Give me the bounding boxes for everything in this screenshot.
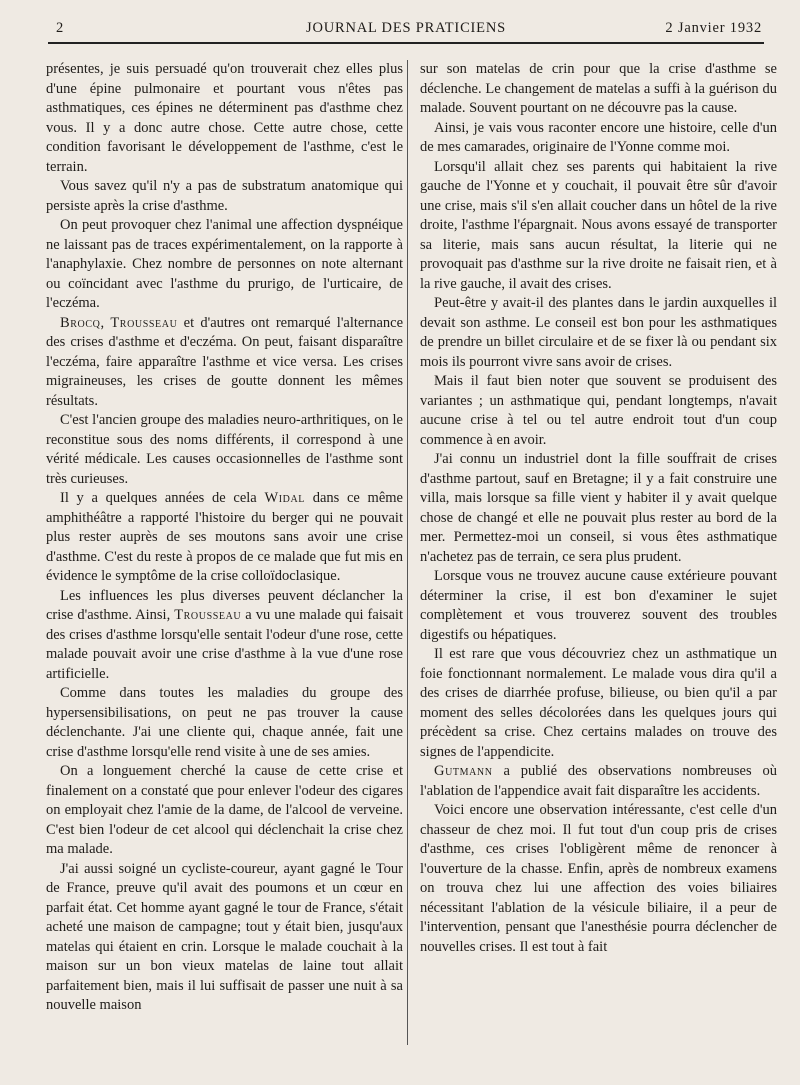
author-name: Trousseau (174, 607, 242, 623)
paragraph: Peut-être y avait-il des plantes dans le jardin auxquelles il devait son asthme. Le conseil est bon pour les asthmatiques de prendre un billet circulaire et de se fixer là ou pendant six mois ils pourront vivre sans avoir de crises. (420, 295, 777, 370)
paragraph: Ainsi, je vais vous raconter encore une histoire, celle d'un de mes camarades, originaire de l'Yonne comme moi. (420, 119, 777, 155)
column-divider (407, 60, 408, 1045)
paragraph: J'ai aussi soigné un cycliste-coureur, ayant gagné le Tour de France, preuve qu'il avait des poumons et un cœur en parfait état. Cet homme ayant gagné le tour de France, s'était acheté une maison de campagne; tout y était bien, jusqu'aux matelas qui étaient en crin. Lorsque le malade couchait à la maison sur un bon vieux matelas de laine tout allait parfaitement bien, mais il lui suffisait de passer une nuit à sa nouvelle maison (46, 860, 403, 1013)
paragraph: Voici encore une observation intéressante, c'est celle d'un chasseur de chez moi. Il fut tout d'un coup pris de crises d'asthme, ces crises l'obligèrent même de renoncer à l'ouverture de la chasse. Enfin, après de nombreux examens on trouva chez lui une affection des voies biliaires nécessitant l'ablation de la vésicule biliaire, il a peur de l'intervention, pensant que l'anesthésie pourra déclencher de nouvelles crises. Il est tout à fait (420, 802, 777, 955)
paragraph: Comme dans toutes les maladies du groupe des hypersensibilisations, on peut ne pas trouver la cause déclenchante. J'ai une cliente qui, chaque année, fait une crise d'asthme lorsqu'elle rend visite à une de ses amies. (46, 685, 403, 760)
paragraph: C'est l'ancien groupe des maladies neuro-arthritiques, on le reconstitue sous des noms différents, il correspond à une vérité médicale. Les causes occasionnelles de l'asthme sont très curieuses. (46, 412, 403, 487)
page-number: 2 (56, 20, 65, 36)
paragraph: Il y a quelques années de cela Widal dans ce même amphithéâtre a rapporté l'histoire du berger qui ne pouvait plus rester auprès de ses moutons sans avoir une crise d'asthme. C'est du reste à propos de ce malade que fut mis en évidence le symptôme de la crise colloïdoclasique. (46, 490, 403, 584)
paragraph: J'ai connu un industriel dont la fille souffrait de crises d'asthme partout, sauf en Bretagne; il y a fait construire une villa, mais lorsque sa fille vient y habiter il y avait quelque chose de changé et elle ne pouvait plus rester au bord de la mer. Permettez-moi un conseil, si vous êtes asthmatique n'achetez pas de terrain, ce sera plus prudent. (420, 451, 777, 565)
author-name: Widal (264, 490, 306, 506)
author-name: Brocq (60, 314, 101, 331)
paragraph: Lorsqu'il allait chez ses parents qui habitaient la rive gauche de l'Yonne et y couchait, il pouvait être sûr d'avoir une crise, mais s'il s'en allait coucher dans un hôtel de la rive droite, l'asthme l'épargnait. Nous avons essayé de transporter sa literie, mais sans aucun résultat, la literie qui ne provoquait pas d'asthme sur la rive droite ne faisait rien, et à la rive gauche, il avait des crises. (420, 158, 777, 292)
journal-title: JOURNAL DES PRATICIENS (306, 20, 506, 36)
author-name: Gutmann (434, 763, 493, 779)
paragraph: Brocq, Trousseau et d'autres ont remarqué l'alternance des crises d'asthme et d'eczéma. On peut, faisant disparaître l'eczéma, faire apparaître l'asthme et vice versa. Les crises migraineuses, les crises de goutte donnent les mêmes résultats. (46, 314, 404, 409)
paragraph: On a longuement cherché la cause de cette crise et finalement on a constaté que pour enlever l'odeur des cigares on employait chez l'amie de la dame, de l'alcool de verveine. C'est bien l'odeur de cet alcool qui déclenchait la crise chez ma malade. (46, 763, 403, 857)
issue-date: 2 Janvier 1932 (665, 20, 762, 36)
paragraph: sur son matelas de crin pour que la crise d'asthme se déclenche. Le changement de matelas a suffi à la guérison du malade. Souvent pourtant on ne découvre pas la cause. (420, 61, 777, 116)
paragraph: Vous savez qu'il n'y a pas de substratum anatomique qui persiste après la crise d'asthme. (46, 178, 403, 214)
paragraph: Les influences les plus diverses peuvent déclancher la crise d'asthme. Ainsi, Trousseau a vu une malade qui faisait des crises d'asthme lorsqu'elle sentait l'odeur d'une rose, cette malade pouvait avoir une crise d'asthme à la vue d'une rose artificielle. (46, 587, 403, 682)
left-column (46, 60, 403, 1016)
paragraph: Gutmann a publié des observations nombreuses où l'ablation de l'appendice avait fait disparaître les accidents. (420, 763, 777, 799)
right-column (420, 60, 777, 957)
paragraph: présentes, je suis persuadé qu'on trouverait chez elles plus d'une épine pulmonaire et pourtant vous n'êtes pas asthmatiques, ces épines ne déterminent pas d'asthme chez vous. Il y a donc autre chose. Cette autre chose, cette condition favorisant le développement de l'asthme, c'est le terrain. (46, 61, 403, 175)
author-name: Trousseau (110, 314, 178, 331)
paragraph: On peut provoquer chez l'animal une affection dyspnéique ne laissant pas de traces expérimentalement, on la rapporte à l'anaphylaxie. Chez nombre de personnes on note alternant ou coïncidant avec l'asthme du prurigo, de l'urticaire, de l'eczéma. (46, 217, 403, 311)
page-header (48, 16, 764, 44)
paragraph: Mais il faut bien noter que souvent se produisent des variantes ; un asthmatique qui, pendant longtemps, n'avait aucune crise à tel ou tel autre endroit tout d'un coup commence à en avoir. (420, 373, 777, 448)
paragraph: Lorsque vous ne trouvez aucune cause extérieure pouvant déterminer la crise, il est bon d'examiner le sujet complètement et vous trouverez souvent des troubles digestifs ou hépatiques. (420, 568, 777, 643)
paragraph: Il est rare que vous découvriez chez un asthmatique un foie fonctionnant normalement. Le malade vous dira qu'il a des crises de diarrhée profuse, bilieuse, ou bien qu'il a par moment des selles décolorées dans les quelques jours qui précèdent sa crise. Chez certains malades on trouve des signes de l'appendicite. (420, 646, 777, 760)
